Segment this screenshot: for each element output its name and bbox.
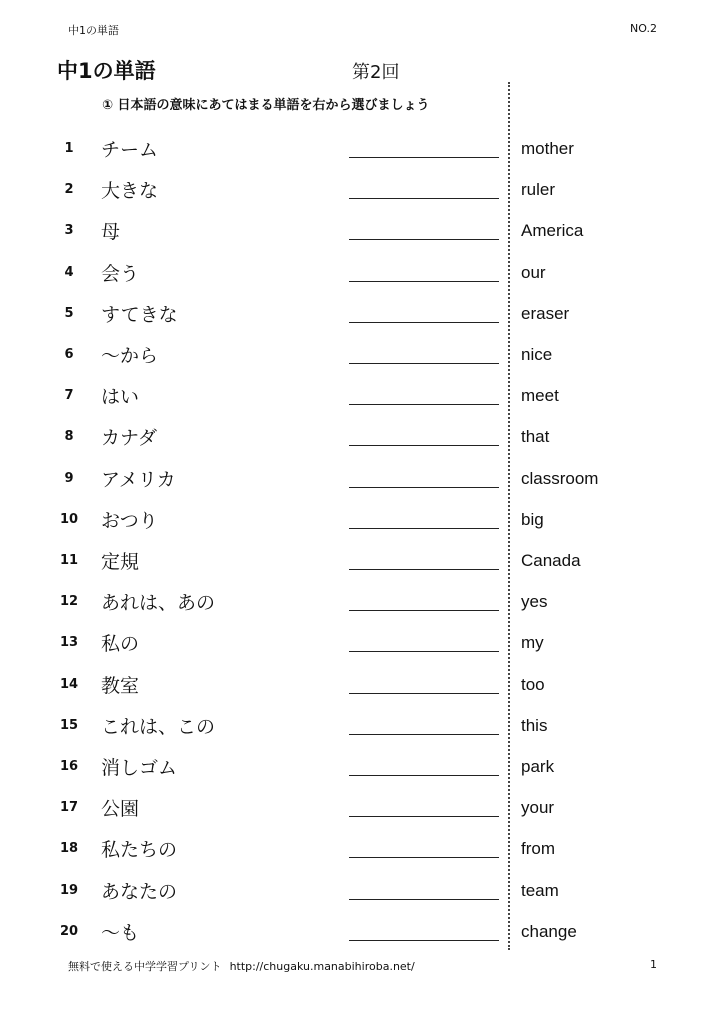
japanese-word: 大きな (101, 180, 159, 203)
exercise-row (0, 340, 724, 381)
exercise-row (0, 834, 724, 875)
instruction-text: ① 日本語の意味にあてはまる単語を右から選びましょう (102, 98, 430, 113)
header-left-label: 中1の単語 (68, 24, 119, 37)
answer-blank[interactable] (349, 157, 499, 158)
exercise-row (0, 546, 724, 587)
answer-blank[interactable] (349, 445, 499, 446)
footer (68, 958, 415, 974)
japanese-word: アメリカ (101, 468, 176, 491)
japanese-word: はい (101, 386, 140, 409)
row-number: 15 (59, 717, 79, 733)
row-number: 9 (64, 470, 74, 486)
exercise-row (0, 422, 724, 463)
japanese-word: これは、この (101, 715, 216, 738)
row-number: 1 (64, 141, 74, 156)
english-choice: mother (521, 139, 574, 158)
row-number: 10 (59, 511, 79, 527)
answer-blank[interactable] (349, 322, 499, 323)
japanese-word: カナダ (101, 427, 158, 450)
japanese-word: あなたの (101, 880, 178, 903)
japanese-word: 会う (101, 262, 140, 285)
answer-blank[interactable] (349, 528, 499, 529)
row-number: 20 (59, 923, 79, 939)
japanese-word: ～から (101, 345, 159, 367)
answer-blank[interactable] (349, 857, 499, 858)
exercise-row (0, 299, 724, 340)
row-number: 18 (59, 841, 79, 857)
exercise-row (0, 258, 724, 299)
english-choice: yes (521, 592, 548, 612)
exercise-row (0, 752, 724, 793)
japanese-word: 私たちの (101, 839, 178, 862)
english-choice: change (521, 921, 577, 941)
answer-blank[interactable] (349, 940, 499, 941)
japanese-word: 教室 (101, 674, 140, 697)
english-choice: Canada (521, 551, 581, 570)
japanese-word: ～も (101, 921, 140, 944)
header-page-code: NO.2 (630, 22, 657, 35)
exercise-row (0, 134, 724, 175)
answer-blank[interactable] (349, 899, 499, 900)
answer-blank[interactable] (349, 693, 499, 694)
row-number: 8 (64, 429, 74, 445)
row-number: 16 (59, 759, 79, 774)
row-number: 12 (59, 594, 79, 610)
english-choice: our (521, 262, 546, 282)
page-number: 1 (650, 958, 657, 971)
english-choice: from (521, 839, 555, 859)
exercise-row (0, 917, 724, 958)
answer-blank[interactable] (349, 569, 499, 570)
answer-blank[interactable] (349, 281, 499, 282)
japanese-word: 消しゴム (101, 757, 178, 779)
exercise-row (0, 876, 724, 917)
exercise-row (0, 216, 724, 257)
row-number: 13 (59, 635, 79, 651)
exercise-row (0, 711, 724, 752)
english-choice: too (521, 674, 545, 694)
japanese-word: 公園 (101, 798, 140, 821)
row-number: 6 (64, 347, 74, 362)
exercise-row (0, 670, 724, 711)
english-choice: eraser (521, 303, 570, 323)
english-choice: nice (521, 345, 553, 364)
english-choice: classroom (521, 468, 599, 488)
answer-blank[interactable] (349, 198, 499, 199)
row-number: 14 (59, 676, 79, 692)
english-choice: team (521, 880, 559, 900)
exercise-row (0, 464, 724, 505)
exercise-row (0, 587, 724, 628)
footer-url[interactable]: http://chugaku.manabihiroba.net/ (229, 960, 415, 973)
answer-blank[interactable] (349, 404, 499, 405)
page-title: 中1の単語 (57, 59, 156, 83)
english-choice: meet (521, 386, 559, 406)
japanese-word: 定規 (101, 551, 140, 573)
japanese-word: 母 (101, 221, 121, 244)
exercise-row (0, 381, 724, 422)
row-number: 7 (64, 388, 74, 404)
exercise-row (0, 628, 724, 669)
english-choice: that (521, 427, 550, 447)
english-choice: park (521, 757, 555, 776)
answer-blank[interactable] (349, 816, 499, 817)
english-choice: your (521, 798, 555, 818)
row-number: 3 (64, 223, 74, 239)
answer-blank[interactable] (349, 239, 499, 240)
row-number: 17 (59, 800, 79, 816)
row-number: 11 (59, 553, 79, 568)
japanese-word: チーム (101, 139, 159, 161)
japanese-word: あれは、あの (101, 592, 216, 615)
answer-blank[interactable] (349, 651, 499, 652)
english-choice: big (521, 509, 544, 529)
row-number: 19 (59, 882, 79, 898)
japanese-word: おつり (101, 509, 158, 532)
exercise-row (0, 505, 724, 546)
english-choice: my (521, 633, 544, 653)
english-choice: America (521, 221, 584, 241)
exercise-row (0, 175, 724, 216)
round-label: 第2回 (352, 62, 400, 83)
row-number: 2 (64, 182, 74, 198)
answer-blank[interactable] (349, 487, 499, 488)
footer-text: 無料で使える中学学習プリント (68, 960, 222, 973)
row-number: 4 (64, 264, 74, 280)
english-choice: this (521, 715, 548, 735)
japanese-word: 私の (101, 633, 140, 656)
exercise-row (0, 793, 724, 834)
answer-blank[interactable] (349, 610, 499, 611)
answer-blank[interactable] (349, 734, 499, 735)
answer-blank[interactable] (349, 363, 499, 364)
answer-blank[interactable] (349, 775, 499, 776)
japanese-word: すてきな (101, 303, 178, 326)
english-choice: ruler (521, 180, 556, 200)
row-number: 5 (64, 305, 74, 321)
